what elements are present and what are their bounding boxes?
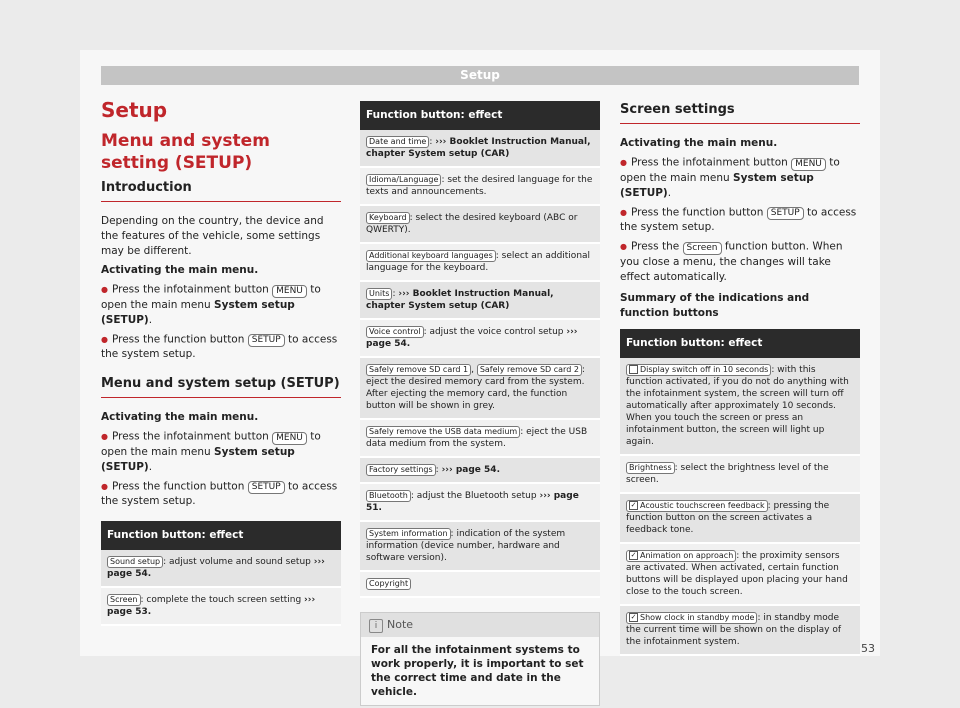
menu-key: MENU bbox=[272, 432, 307, 445]
checkbox-checked-icon: ✓ bbox=[630, 612, 637, 621]
function-table bbox=[620, 329, 860, 656]
setup-key: SETUP bbox=[767, 207, 804, 220]
instruction-text: to access the system setup. bbox=[101, 480, 338, 507]
screen-key: Screen bbox=[683, 242, 722, 255]
table-body bbox=[620, 358, 860, 656]
checkbox-checked-icon: ✓ bbox=[630, 500, 637, 509]
row-text: : bbox=[435, 465, 439, 475]
instruction-bullet: ● Press the infotainment button MENU to open the main menu System setup (SETUP). bbox=[101, 282, 341, 328]
row-text: : select the brightness level of the screen. bbox=[626, 462, 829, 485]
table-header: Function button: effect bbox=[620, 329, 860, 358]
instruction-bullet: ● Press the infotainment button MENU to open the main menu System setup (SETUP). bbox=[101, 429, 341, 475]
column-1 bbox=[101, 98, 341, 626]
function-key bbox=[626, 500, 768, 512]
menu-name: System setup (SETUP) bbox=[620, 171, 814, 199]
instruction-bullet bbox=[101, 479, 341, 510]
function-key: Date and time bbox=[366, 136, 429, 148]
section-heading-text: Introduction bbox=[101, 180, 192, 195]
function-key: Screen bbox=[107, 594, 141, 606]
row-text: : bbox=[429, 137, 433, 147]
page-ref: ››› page 53. bbox=[107, 595, 316, 617]
function-key-label: Acoustic touchscreen feedback bbox=[640, 500, 765, 510]
instruction-text: to open the main menu bbox=[101, 430, 321, 458]
row-text: : with this function activated, if you do not do anything with the infotainment system, the screen will turn off automatically after approximately 10 seconds. When you touch the screen or press an infotainment button, the screen will light up again. bbox=[626, 364, 849, 447]
instruction-text: Press the function button bbox=[630, 206, 764, 218]
instruction-text: to open the main menu bbox=[620, 156, 840, 184]
setup-key: SETUP bbox=[248, 334, 285, 347]
row-text: : eject the desired memory card from the system. After ejecting the memory card, the function button will be shown in grey. bbox=[366, 365, 585, 411]
instruction-text: Press the function button bbox=[111, 333, 245, 345]
function-key: Safely remove the USB data medium bbox=[366, 426, 520, 438]
menu-key: MENU bbox=[791, 158, 826, 171]
table-row bbox=[360, 522, 600, 572]
note-header bbox=[361, 613, 599, 637]
column-2 bbox=[360, 101, 600, 706]
function-key bbox=[626, 550, 736, 562]
page-title: Setup bbox=[101, 98, 168, 122]
table-row: Safely remove SD card 1 , Safely remove SD card 2 : eject the desired memory card from the system. After ejecting the memory card, the function button will be shown in grey. bbox=[360, 358, 600, 420]
table-row bbox=[620, 606, 860, 656]
table-row bbox=[360, 484, 600, 522]
note-label: Note bbox=[387, 618, 414, 631]
function-key: Additional keyboard languages bbox=[366, 250, 496, 262]
row-text: : the proximity sensors are activated. When activated, certain function buttons will be displayed upon placing your hand close to the touch screen. bbox=[626, 550, 848, 597]
row-text: : in standby mode the current time will be shown on the display of the infotainment system. bbox=[626, 612, 842, 647]
row-text: : select an additional language for the keyboard. bbox=[366, 251, 591, 273]
function-key: Factory settings bbox=[366, 464, 436, 476]
checkbox-unchecked-icon bbox=[629, 365, 638, 374]
function-table bbox=[360, 101, 600, 598]
table-row bbox=[101, 588, 341, 626]
page-ref: ››› Booklet Instruction Manual, chapter System setup (CAR) bbox=[366, 137, 591, 159]
function-key: Copyright bbox=[366, 578, 411, 590]
function-key: Brightness bbox=[626, 462, 675, 474]
table-row bbox=[360, 320, 600, 358]
section-heading-screen-settings bbox=[620, 102, 860, 124]
page-header: Setup bbox=[101, 66, 859, 85]
page-ref: ››› page 51. bbox=[366, 491, 579, 513]
activating-label: Activating the main menu. bbox=[620, 137, 778, 149]
activating-label: Activating the main menu. bbox=[101, 411, 259, 423]
instruction-text: to access the system setup. bbox=[101, 333, 338, 360]
column-3 bbox=[620, 98, 860, 656]
table-row bbox=[620, 544, 860, 606]
table-body bbox=[101, 550, 341, 626]
setup-key: SETUP bbox=[248, 481, 285, 494]
menu-name: System setup (SETUP) bbox=[101, 298, 295, 326]
table-row bbox=[360, 282, 600, 320]
section-heading-introduction bbox=[101, 180, 341, 202]
instruction-bullet bbox=[101, 332, 341, 363]
table-body bbox=[360, 130, 600, 598]
function-key bbox=[626, 364, 771, 376]
activating-label: Activating the main menu. bbox=[101, 264, 259, 276]
instruction-text: function button. When you close a menu, the changes will take effect automatically. bbox=[620, 240, 843, 283]
page-ref: ››› page 54. bbox=[107, 557, 325, 579]
table-row bbox=[620, 358, 860, 456]
table-row bbox=[360, 168, 600, 206]
row-text: : select the desired keyboard (ABC or QWERTY). bbox=[366, 213, 578, 235]
function-key: Keyboard bbox=[366, 212, 410, 224]
row-text: : eject the USB data medium from the system. bbox=[366, 427, 588, 449]
summary-label: Summary of the indications and function buttons bbox=[620, 291, 810, 319]
function-key-label: Display switch off in 10 seconds bbox=[640, 364, 769, 374]
info-icon: i bbox=[369, 619, 383, 633]
function-key: Voice control bbox=[366, 326, 424, 338]
instruction-text: to access the system setup. bbox=[620, 206, 857, 233]
function-key-label: Show clock in standby mode bbox=[640, 612, 755, 622]
row-text: : pressing the function button on the screen activates a feedback tone. bbox=[626, 500, 830, 535]
function-key bbox=[626, 612, 757, 624]
function-key: System information bbox=[366, 528, 451, 540]
table-row bbox=[620, 456, 860, 494]
menu-name: System setup (SETUP) bbox=[101, 445, 295, 473]
table-row bbox=[360, 206, 600, 244]
note-box bbox=[360, 612, 600, 706]
function-key: Units bbox=[366, 288, 392, 300]
row-text: : adjust volume and sound setup bbox=[163, 557, 311, 567]
function-key-label: Animation on approach bbox=[640, 550, 734, 560]
table-header: Function button: effect bbox=[360, 101, 600, 130]
function-table bbox=[101, 521, 341, 626]
function-key: Safely remove SD card 2 bbox=[477, 364, 582, 376]
function-key: Bluetooth bbox=[366, 490, 411, 502]
section-heading-menu-setup bbox=[101, 376, 341, 398]
table-header: Function button: effect bbox=[101, 521, 341, 550]
instruction-bullet bbox=[620, 205, 860, 236]
table-row bbox=[101, 550, 341, 588]
instruction-text: Press the infotainment button bbox=[111, 283, 269, 296]
menu-key: MENU bbox=[272, 285, 307, 298]
table-row bbox=[360, 130, 600, 168]
function-key: Safely remove SD card 1 bbox=[366, 364, 471, 376]
page-ref: ››› Booklet Instruction Manual, chapter System setup (CAR) bbox=[366, 289, 554, 311]
page-ref: ››› page 54. bbox=[366, 327, 578, 349]
table-row bbox=[620, 494, 860, 544]
row-text: : complete the touch screen setting bbox=[140, 595, 302, 605]
note-text: For all the infotainment systems to work properly, it is important to set the correct time and date in the vehicle. bbox=[371, 644, 584, 698]
instruction-text: Press the infotainment button bbox=[630, 156, 788, 169]
row-text: : adjust the Bluetooth setup bbox=[410, 491, 537, 501]
chapter-title: Menu and system setting (SETUP) bbox=[101, 131, 270, 173]
table-row bbox=[360, 420, 600, 458]
section-heading-text: Screen settings bbox=[620, 102, 735, 117]
table-row bbox=[360, 572, 600, 598]
intro-text: Depending on the country, the device and the features of the vehicle, some settings may be different. bbox=[101, 215, 324, 257]
function-key: Sound setup bbox=[107, 556, 163, 568]
page-ref: ››› page 54. bbox=[441, 465, 500, 475]
table-row bbox=[360, 244, 600, 282]
checkbox-checked-icon: ✓ bbox=[630, 550, 637, 559]
table-row bbox=[360, 458, 600, 484]
page-number: 53 bbox=[861, 642, 875, 655]
function-key: Idioma/Language bbox=[366, 174, 441, 186]
instruction-bullet: ● Press the infotainment button MENU to open the main menu System setup (SETUP). bbox=[620, 155, 860, 201]
row-text: : set the desired language for the texts and announcements. bbox=[366, 175, 593, 197]
row-text: : indication of the system information (device number, hardware and software version). bbox=[366, 529, 566, 563]
instruction-bullet bbox=[620, 239, 860, 285]
section-heading-text: Menu and system setup (SETUP) bbox=[101, 376, 340, 391]
instruction-text: Press the infotainment button bbox=[111, 430, 269, 443]
row-text: : adjust the voice control setup bbox=[423, 327, 564, 337]
instruction-text: Press the bbox=[630, 240, 680, 253]
instruction-text: Press the function button bbox=[111, 480, 245, 492]
instruction-text: to open the main menu bbox=[101, 283, 321, 311]
row-text: : bbox=[392, 289, 396, 299]
